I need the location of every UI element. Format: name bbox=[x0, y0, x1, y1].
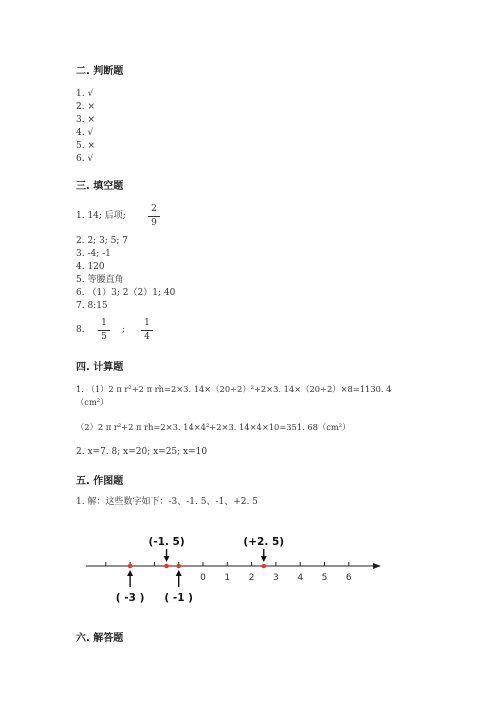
section-title-calc: 四. 计算题 bbox=[76, 362, 124, 373]
fraction-denominator: 4 bbox=[144, 332, 150, 342]
number-line-point bbox=[176, 564, 181, 569]
fraction-bar bbox=[98, 330, 110, 331]
draw-answer-1: 1. 解：这些数字如下：-3、-1. 5、-1、+2. 5 bbox=[76, 497, 258, 507]
section-title-draw: 五. 作图题 bbox=[76, 476, 124, 487]
number-line-point-label: ( -3 ) bbox=[115, 592, 145, 604]
calc-answer-1: 1. （1）2 π r²+2 π rh=2×3. 14×（20÷2）²+2×3. 14×（20÷2）×8=1130. 4 bbox=[76, 384, 392, 394]
fill-answer-2: 2. 2; 3; 5; 7 bbox=[76, 236, 129, 246]
judge-answer-6: 6. √ bbox=[76, 154, 94, 164]
fraction-numerator: 2 bbox=[151, 204, 157, 214]
number-line-point bbox=[128, 564, 133, 569]
number-line-tick-label: 6 bbox=[345, 573, 352, 583]
fraction-bar bbox=[141, 330, 153, 331]
judge-answer-2: 2. × bbox=[76, 102, 95, 112]
number-line-point bbox=[164, 564, 169, 569]
judge-answer-1: 1. √ bbox=[76, 89, 94, 99]
number-line-point bbox=[261, 564, 266, 569]
fraction-denominator: 9 bbox=[151, 218, 157, 228]
fraction-numerator: 1 bbox=[101, 318, 107, 328]
fraction-numerator: 1 bbox=[144, 318, 150, 328]
calc-answer-2: 2. x=7. 8; x=20; x=25; x=10 bbox=[76, 447, 208, 457]
fill-answer-8: 8. bbox=[76, 325, 85, 335]
number-line-arrowhead bbox=[373, 563, 381, 569]
number-line-tick-label: 2 bbox=[248, 573, 255, 583]
fraction-denominator: 5 bbox=[101, 332, 107, 342]
number-line-point-label: ( -1 ) bbox=[164, 592, 193, 604]
number-line-point-label: (-1. 5) bbox=[148, 536, 185, 548]
fraction-1-5 bbox=[97, 318, 111, 343]
number-line-diagram bbox=[0, 525, 500, 615]
section-title-fill: 三. 填空题 bbox=[76, 181, 124, 192]
judge-answer-3: 3. × bbox=[76, 115, 95, 125]
number-line-tick-label: 3 bbox=[273, 573, 279, 583]
fraction-bar bbox=[148, 216, 160, 217]
number-line-tick-label: 4 bbox=[297, 573, 304, 583]
fraction-1-4 bbox=[140, 318, 154, 343]
number-line-tick-label: 0 bbox=[200, 573, 206, 583]
section-title-answer: 六. 解答题 bbox=[76, 633, 124, 644]
fraction-separator: ; bbox=[122, 325, 126, 335]
judge-answer-4: 4. √ bbox=[76, 128, 94, 138]
fraction-2-9 bbox=[147, 204, 161, 229]
number-line-tick-label: 5 bbox=[321, 573, 328, 583]
number-line-tick-label: 1 bbox=[224, 573, 231, 583]
number-line-pointer-arrowhead bbox=[176, 570, 182, 576]
calc-answer-1-unit: （cm²） bbox=[76, 397, 109, 407]
fill-answer-1: 1. 14; 后项; bbox=[76, 211, 126, 221]
number-line-pointer-arrowhead bbox=[261, 556, 267, 562]
fill-answer-6: 6. （1）3; 2（2）1; 40 bbox=[76, 288, 176, 298]
fill-answer-5: 5. 等腰直角 bbox=[76, 275, 124, 285]
fill-answer-7: 7. 8:15 bbox=[76, 301, 108, 311]
fill-answer-4: 4. 120 bbox=[76, 262, 105, 272]
fill-answer-3: 3. -4; -1 bbox=[76, 249, 111, 259]
judge-answer-5: 5. × bbox=[76, 141, 95, 151]
number-line-point-label: (+2. 5) bbox=[243, 536, 285, 548]
calc-answer-1-part2: （2）2 π r²+2 π rh=2×3. 14×4²+2×3. 14×4×10=351. 68（cm²） bbox=[76, 422, 351, 432]
number-line-pointer-arrowhead bbox=[164, 556, 170, 562]
section-title-judge: 二. 判断题 bbox=[76, 66, 124, 77]
number-line-pointer-arrowhead bbox=[127, 570, 133, 576]
